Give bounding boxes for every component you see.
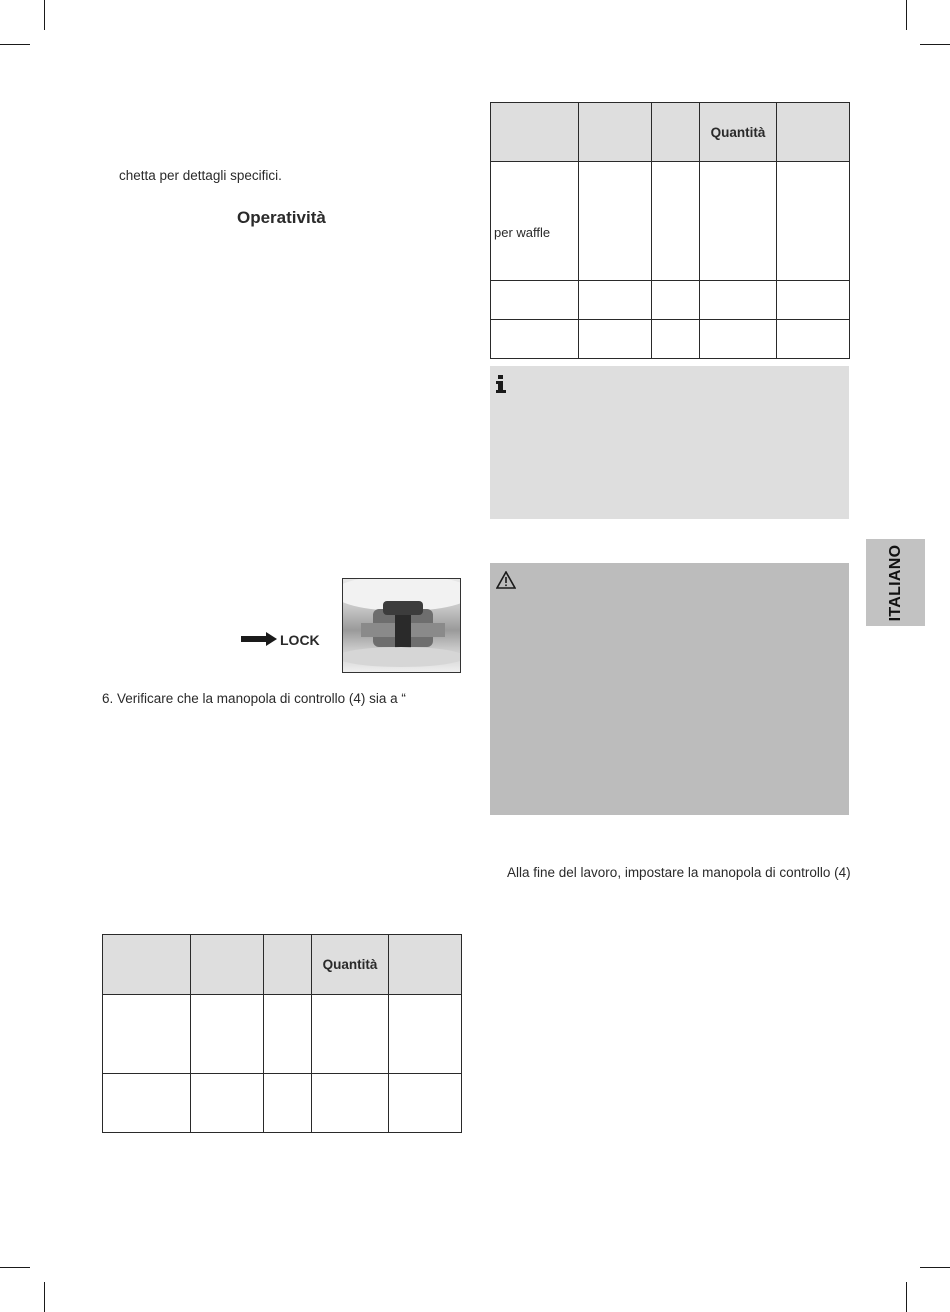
table-cell: [264, 1074, 312, 1133]
section-heading: Operatività: [237, 208, 326, 227]
table-cell: [389, 1074, 462, 1133]
table-header-row: [103, 935, 462, 995]
language-label: ITALIANO: [886, 544, 904, 621]
header-cell: [191, 935, 264, 995]
table-cell: [777, 162, 850, 281]
info-box: [490, 366, 849, 519]
header-cell: [777, 103, 850, 162]
crop-mark: [906, 1282, 907, 1312]
info-icon: [495, 375, 507, 393]
table-row: [491, 281, 850, 320]
table-cell: [103, 1074, 191, 1133]
header-cell: [103, 935, 191, 995]
crop-mark: [920, 1267, 950, 1268]
table-row: [103, 995, 462, 1074]
table-cell: per waffle: [491, 162, 579, 281]
crop-mark: [44, 0, 45, 30]
table-cell: [700, 162, 777, 281]
table-cell: [264, 995, 312, 1074]
table-header-row: [491, 103, 850, 162]
crop-mark: [906, 0, 907, 30]
table-cell: [652, 281, 700, 320]
intro-line: chetta per dettagli specifici.: [119, 168, 282, 183]
warning-triangle-icon: [496, 571, 516, 589]
table-left: [102, 934, 462, 1133]
header-cell-quantita: Quantità: [700, 103, 777, 162]
table-cell: [579, 162, 652, 281]
table-cell: [312, 1074, 389, 1133]
table-cell: [652, 320, 700, 359]
table-cell: [191, 995, 264, 1074]
table-row: [491, 320, 850, 359]
table-cell: [579, 281, 652, 320]
table-cell: [700, 320, 777, 359]
table-cell: [491, 281, 579, 320]
header-cell: [652, 103, 700, 162]
header-cell: [491, 103, 579, 162]
header-cell-quantita: Quantità: [312, 935, 389, 995]
crop-mark: [0, 44, 30, 45]
table-cell: [700, 281, 777, 320]
table-cell: [777, 281, 850, 320]
table-cell: [389, 995, 462, 1074]
table-cell: [103, 995, 191, 1074]
table-row: [103, 1074, 462, 1133]
header-cell: [264, 935, 312, 995]
language-side-tab: [866, 539, 925, 626]
table-cell: [579, 320, 652, 359]
lock-arrow-icon: [241, 632, 277, 646]
final-line: Alla fine del lavoro, impostare la manopola di controllo (4): [507, 865, 851, 880]
crop-mark: [44, 1282, 45, 1312]
crop-mark: [0, 1267, 30, 1268]
table-cell: [652, 162, 700, 281]
step-6: 6. Verificare che la manopola di controllo (4) sia a “: [102, 691, 406, 706]
header-cell: [389, 935, 462, 995]
warning-box: [490, 563, 849, 815]
table-row: [491, 162, 850, 281]
table-cell: [777, 320, 850, 359]
lock-photo: [342, 578, 461, 673]
table-cell: [491, 320, 579, 359]
crop-mark: [920, 44, 950, 45]
header-cell: [579, 103, 652, 162]
table-cell: [312, 995, 389, 1074]
lock-label: LOCK: [280, 632, 320, 648]
table-right: [490, 102, 850, 359]
table-cell: [191, 1074, 264, 1133]
